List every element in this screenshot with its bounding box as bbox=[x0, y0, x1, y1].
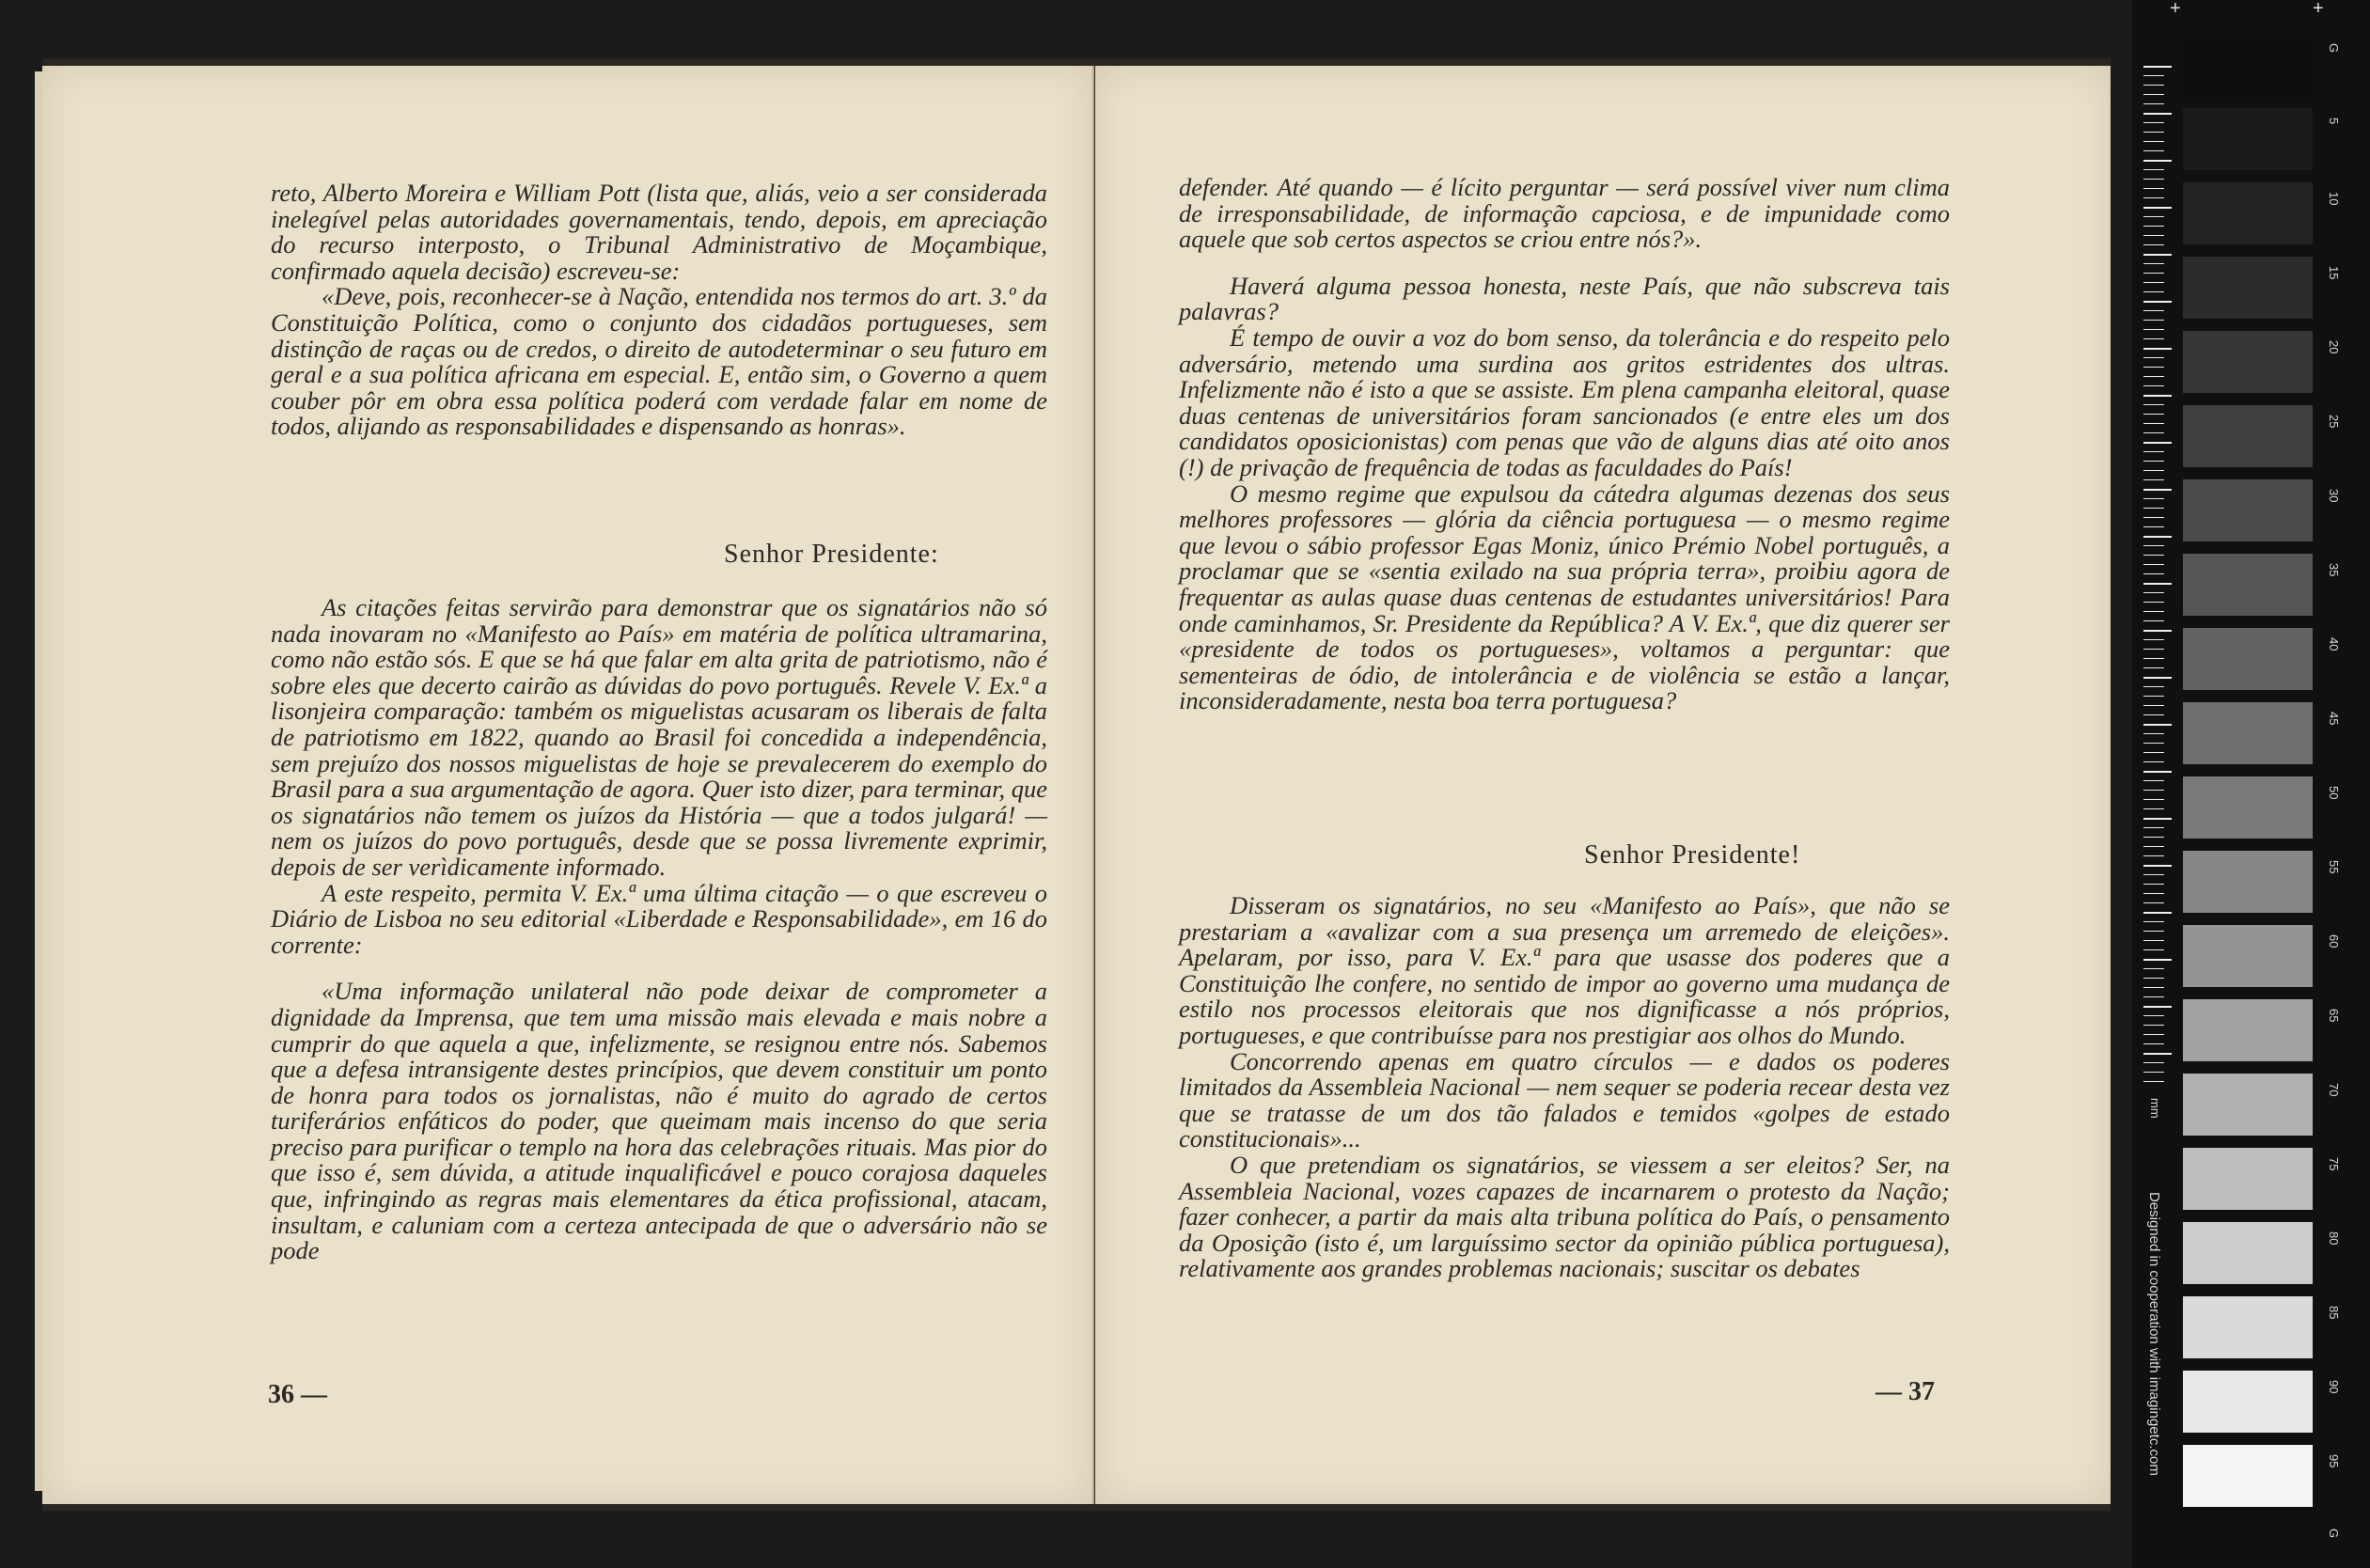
scale-label: 50 bbox=[2327, 786, 2341, 800]
ruler-unit-label: mm bbox=[2148, 1098, 2162, 1119]
scale-label: 90 bbox=[2327, 1380, 2341, 1394]
paragraph: «Uma informação unilateral não pode deixar de comprometer a dignidade da Imprensa, que tem uma missão mais elevada e mais nobre a cumprir do que aquela a que, infelizmente, se resignou entre nós. Sabemos que a defesa intransigente destes princípios, que devem constituir um ponto de honra para todos os jornalistas, não é muito do agrado de certos turiferários enfáticos do poder, que queimam mais incenso do que seria preciso para purificar o templo na hora das celebrações rituais. Mas pior do que isso é, sem dúvida, a atitude inqualificável e pouco corajosa daqueles que, infringindo as regras mais elementares da ética profissional, atacam, insultam, e caluniam com a certeza antecipada de que o adversário não se pode bbox=[271, 977, 1047, 1265]
gray-patch bbox=[2183, 1296, 2313, 1358]
scale-label: 30 bbox=[2327, 489, 2341, 503]
paragraph: Haverá alguma pessoa honesta, neste País, que não subscreva tais palavras? bbox=[1179, 271, 1950, 326]
scale-label: 85 bbox=[2327, 1306, 2341, 1320]
scale-label: 75 bbox=[2327, 1157, 2341, 1171]
gray-patch bbox=[2183, 257, 2313, 319]
right-page-body-bottom bbox=[1179, 893, 1950, 1282]
paragraph: O que pretendiam os signatários, se viessem a ser eleitos? Ser, na Assembleia Nacional, vozes capazes de incarnarem o protesto da Nação; fazer conhecer, a partir da mais alta tribuna política do País, o pensamento da Oposição (isto é, um larguíssimo sector da opinião pública portuguesa), relativamente aos grandes problemas nacionais; suscitar os debates bbox=[1179, 1150, 1950, 1283]
crosshair-icon: + bbox=[2313, 0, 2324, 19]
scale-label: 45 bbox=[2327, 712, 2341, 726]
scale-label: G bbox=[2327, 1529, 2341, 1539]
gray-patch bbox=[2183, 1371, 2313, 1433]
paragraph: «Deve, pois, reconhecer-se à Nação, entendida nos termos do art. 3.º da Constituição Política, como o conjunto dos cidadãos portugueses, sem distinção de raças ou de credos, o direito de autodeterminar o seu futuro em geral e a sua política africana em especial. E, então sim, o Governo a quem couber pôr em obra essa política poderá com verdade falar em nome de todos, alijando as responsabilidades e dispensando as honras». bbox=[271, 282, 1047, 441]
left-page-body-top bbox=[271, 180, 1047, 440]
gray-patch bbox=[2183, 1445, 2313, 1507]
gray-patch bbox=[2183, 479, 2313, 541]
paragraph: defender. Até quando — é lícito perguntar — será possível viver num clima de irresponsabilidade, de informação capciosa, e de impunidade como aquele que sob certos aspectos se criou entre nós?». bbox=[1179, 173, 1950, 254]
scale-label: 55 bbox=[2327, 860, 2341, 874]
scale-label: 5 bbox=[2327, 118, 2341, 125]
scale-label: G bbox=[2327, 43, 2341, 54]
gray-patch bbox=[2183, 108, 2313, 170]
paragraph: O mesmo regime que expulsou da cátedra algumas dezenas dos seus melhores professores — glória da ciência portuguesa — o mesmo regime que levou o sábio professor Egas Moniz, único Prémio Nobel português, a proclamar que se «sentia exilado na sua própria terra», proibiu agora de frequentar as aulas quase duas centenas de estudantes universitários! Para onde caminhamos, Sr. Presidente da República? A V. Ex.ª, que diz querer ser «presidente de todos os portugueses», voltamos a perguntar: que sementeiras de ódio, de intolerância e de violência se estão a lançar, inconsideradamente, nesta boa terra portuguesa? bbox=[1179, 478, 1950, 715]
scale-label: 65 bbox=[2327, 1009, 2341, 1023]
gray-patch bbox=[2183, 34, 2313, 96]
page-number-left: 36 — bbox=[268, 1380, 327, 1409]
paragraph: É tempo de ouvir a voz do bom senso, da tolerância e do respeito pelo adversário, metendo uma surdina aos gritos estridentes dos ultras. Infelizmente não é isto a que se assiste. Em plena campanha eleitoral, quase duas centenas de universitários foram sancionados (e entre eles um dos candidatos oposicionistas) com penas que vão de alguns dias até oito anos (!) de privação de frequência de todas as faculdades do País! bbox=[1179, 322, 1950, 481]
scale-label: 80 bbox=[2327, 1231, 2341, 1246]
gray-patch bbox=[2183, 851, 2313, 913]
scale-label: 35 bbox=[2327, 563, 2341, 577]
paragraph: Concorrendo apenas em quatro círculos — e dados os poderes limitados da Assembleia Nacional — nem sequer se poderia recear desta vez que se tratasse de um dos tão falados e temidos «golpes de estado constitucionais»... bbox=[1179, 1046, 1950, 1153]
gray-patch bbox=[2183, 331, 2313, 393]
left-page-body-middle bbox=[271, 595, 1047, 1264]
mm-ruler-major-ticks bbox=[2143, 66, 2172, 1090]
right-page bbox=[1095, 66, 2111, 1504]
gray-patch bbox=[2183, 1148, 2313, 1210]
gray-patch bbox=[2183, 1222, 2313, 1284]
gray-patch bbox=[2183, 776, 2313, 839]
left-page bbox=[42, 66, 1094, 1504]
scale-label: 15 bbox=[2327, 266, 2341, 280]
scale-label: 70 bbox=[2327, 1083, 2341, 1097]
gray-patch bbox=[2183, 702, 2313, 764]
gray-patch bbox=[2183, 554, 2313, 616]
paragraph: A este respeito, permita V. Ex.ª uma última citação — o que escreveu o Diário de Lisboa no seu editorial «Liberdade e Responsabilidade», em 16 do corrente: bbox=[271, 878, 1047, 959]
paragraph: As citações feitas servirão para demonstrar que os signatários não só nada inovaram no «Manifesto ao País» em matéria de política ultramarina, como não estão sós. E que se há que falar em alta grita de patriotismo, não é sobre eles que decerto cairão as dúvidas do povo português. Revele V. Ex.ª a lisonjeira comparação: também os miguelistas acusaram os liberais de falta de patriotismo em 1822, quando ao Brasil foi concedida a independência, sem prejuízo dos nossos miguelistas de hoje se prevalecerem do exemplo do Brasil para a sua argumentação de agora. Quer isto dizer, para terminar, que os signatários não temem os juízos da História — que a todos julgará! — nem os juízos do povo português, desde que se possa livremente exprimir, depois de ser verìdicamente informado. bbox=[271, 593, 1047, 881]
section-heading: Senhor Presidente: bbox=[724, 540, 939, 569]
crosshair-icon: + bbox=[2170, 0, 2181, 19]
gray-patch bbox=[2183, 999, 2313, 1061]
gray-patch bbox=[2183, 628, 2313, 690]
gray-patch bbox=[2183, 925, 2313, 987]
gray-patch bbox=[2183, 405, 2313, 467]
paragraph: reto, Alberto Moreira e William Pott (lista que, aliás, veio a ser considerada inelegível pelas autoridades governamentais, tendo, depois, em apreciação do recurso interposto, o Tribunal Administrativo de Moçambique, confirmado aquela decisão) escreveu-se: bbox=[271, 179, 1047, 285]
right-page-body-top bbox=[1179, 175, 1950, 714]
page-number-right: — 37 bbox=[1876, 1377, 1935, 1406]
scale-label: 95 bbox=[2327, 1454, 2341, 1468]
open-book bbox=[42, 58, 2111, 1511]
scale-label: 60 bbox=[2327, 934, 2341, 949]
scale-label: 25 bbox=[2327, 415, 2341, 429]
section-heading: Senhor Presidente! bbox=[1584, 840, 1801, 870]
gray-patch bbox=[2183, 1074, 2313, 1136]
scale-label: 10 bbox=[2327, 192, 2341, 206]
scale-label: 40 bbox=[2327, 637, 2341, 651]
scale-label: 20 bbox=[2327, 340, 2341, 354]
credit-text: Designed in cooperation with imagingetc.com bbox=[2146, 1192, 2162, 1476]
gray-patch bbox=[2183, 182, 2313, 244]
paragraph: Disseram os signatários, no seu «Manifesto ao País», que não se prestariam a «avalizar com a sua presença um arremedo de eleições». Apelaram, por isso, para V. Ex.ª para que usasse dos poderes que a Constituição lhe confere, no sentido de impor ao governo uma mudança de estilo nos processos eleitorais que nos dignificasse a nós próprios, portugueses, e que contribuísse para nos prestigiar aos olhos do Mundo. bbox=[1179, 891, 1950, 1049]
